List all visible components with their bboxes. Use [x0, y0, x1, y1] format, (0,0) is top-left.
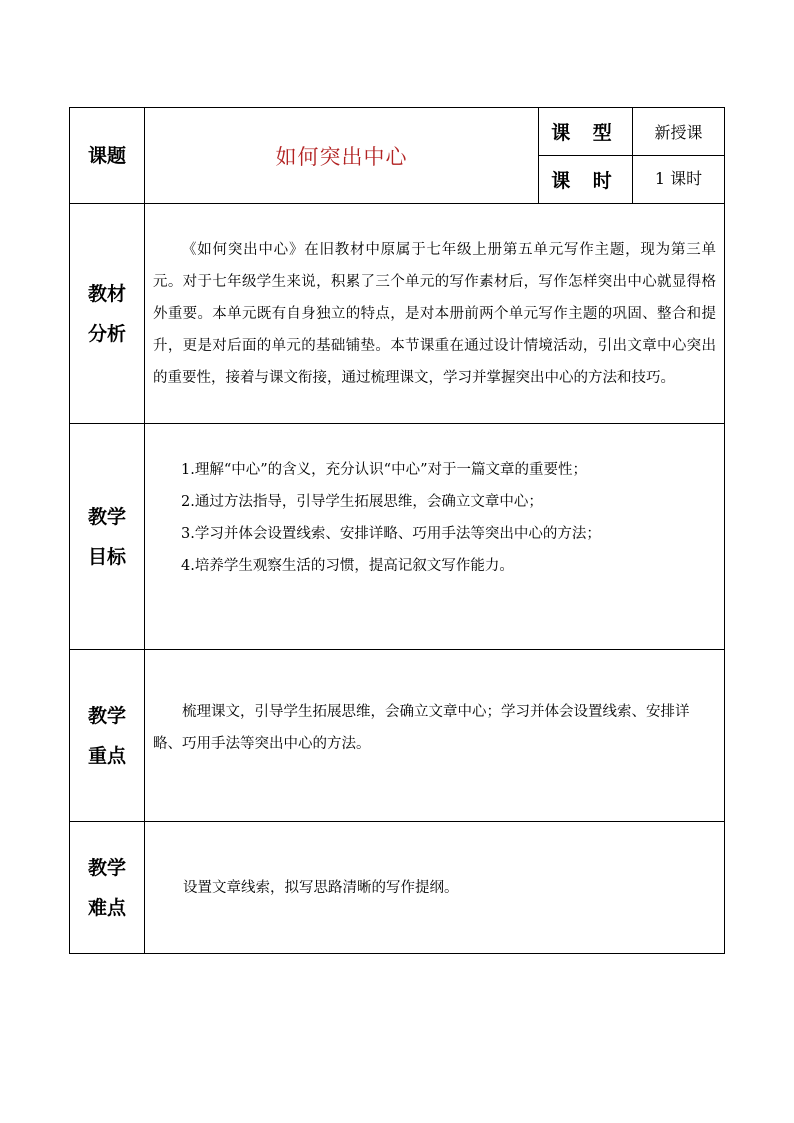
goals-label: 教学 目标 [70, 424, 145, 650]
type-label: 课 型 [539, 108, 633, 156]
goal-item: 3.学习并体会设置线索、安排详略、巧用手法等突出中心的方法； [181, 526, 601, 542]
lesson-plan-table [69, 107, 725, 954]
difficulty-label: 教学 难点 [70, 822, 145, 954]
goal-item: 4.培养学生观察生活的习惯，提高记叙文写作能力。 [181, 558, 514, 574]
lesson-title: 如何突出中心 [145, 108, 539, 204]
analysis-text: 《如何突出中心》在旧教材中原属于七年级上册第五单元写作主题，现为第三单元。对于七年级学生来说，积累了三个单元的写作素材后，写作怎样突出中心就显得格外重要。本单元既有自身独立的特点，是对本册前两个单元写作主题的巩固、整合和提升，更是对后面的单元的基础铺垫。本节课重在通过设计情境活动，引出文章中心突出的重要性，接着与课文衔接，通过梳理课文，学习并掌握突出中心的方法和技巧。 [153, 241, 716, 386]
goal-item: 1.理解“中心”的含义，充分认识“中心”对于一篇文章的重要性； [181, 462, 587, 478]
hours-value: 1 课时 [633, 156, 725, 204]
difficulty-text: 设置文章线索，拟写思路清晰的写作提纲。 [145, 822, 725, 954]
focus-label: 教学 重点 [70, 650, 145, 822]
analysis-content [145, 204, 725, 424]
focus-text: 梳理课文，引导学生拓展思维，会确立文章中心；学习并体会设置线索、安排详略、巧用手法等突出中心的方法。 [153, 704, 690, 752]
hours-label: 课 时 [539, 156, 633, 204]
topic-label: 课题 [70, 108, 145, 204]
analysis-label: 教材 分析 [70, 204, 145, 424]
type-value: 新授课 [633, 108, 725, 156]
goal-item: 2.通过方法指导，引导学生拓展思维，会确立文章中心； [181, 494, 543, 510]
focus-content [145, 650, 725, 822]
goals-list [145, 424, 725, 650]
